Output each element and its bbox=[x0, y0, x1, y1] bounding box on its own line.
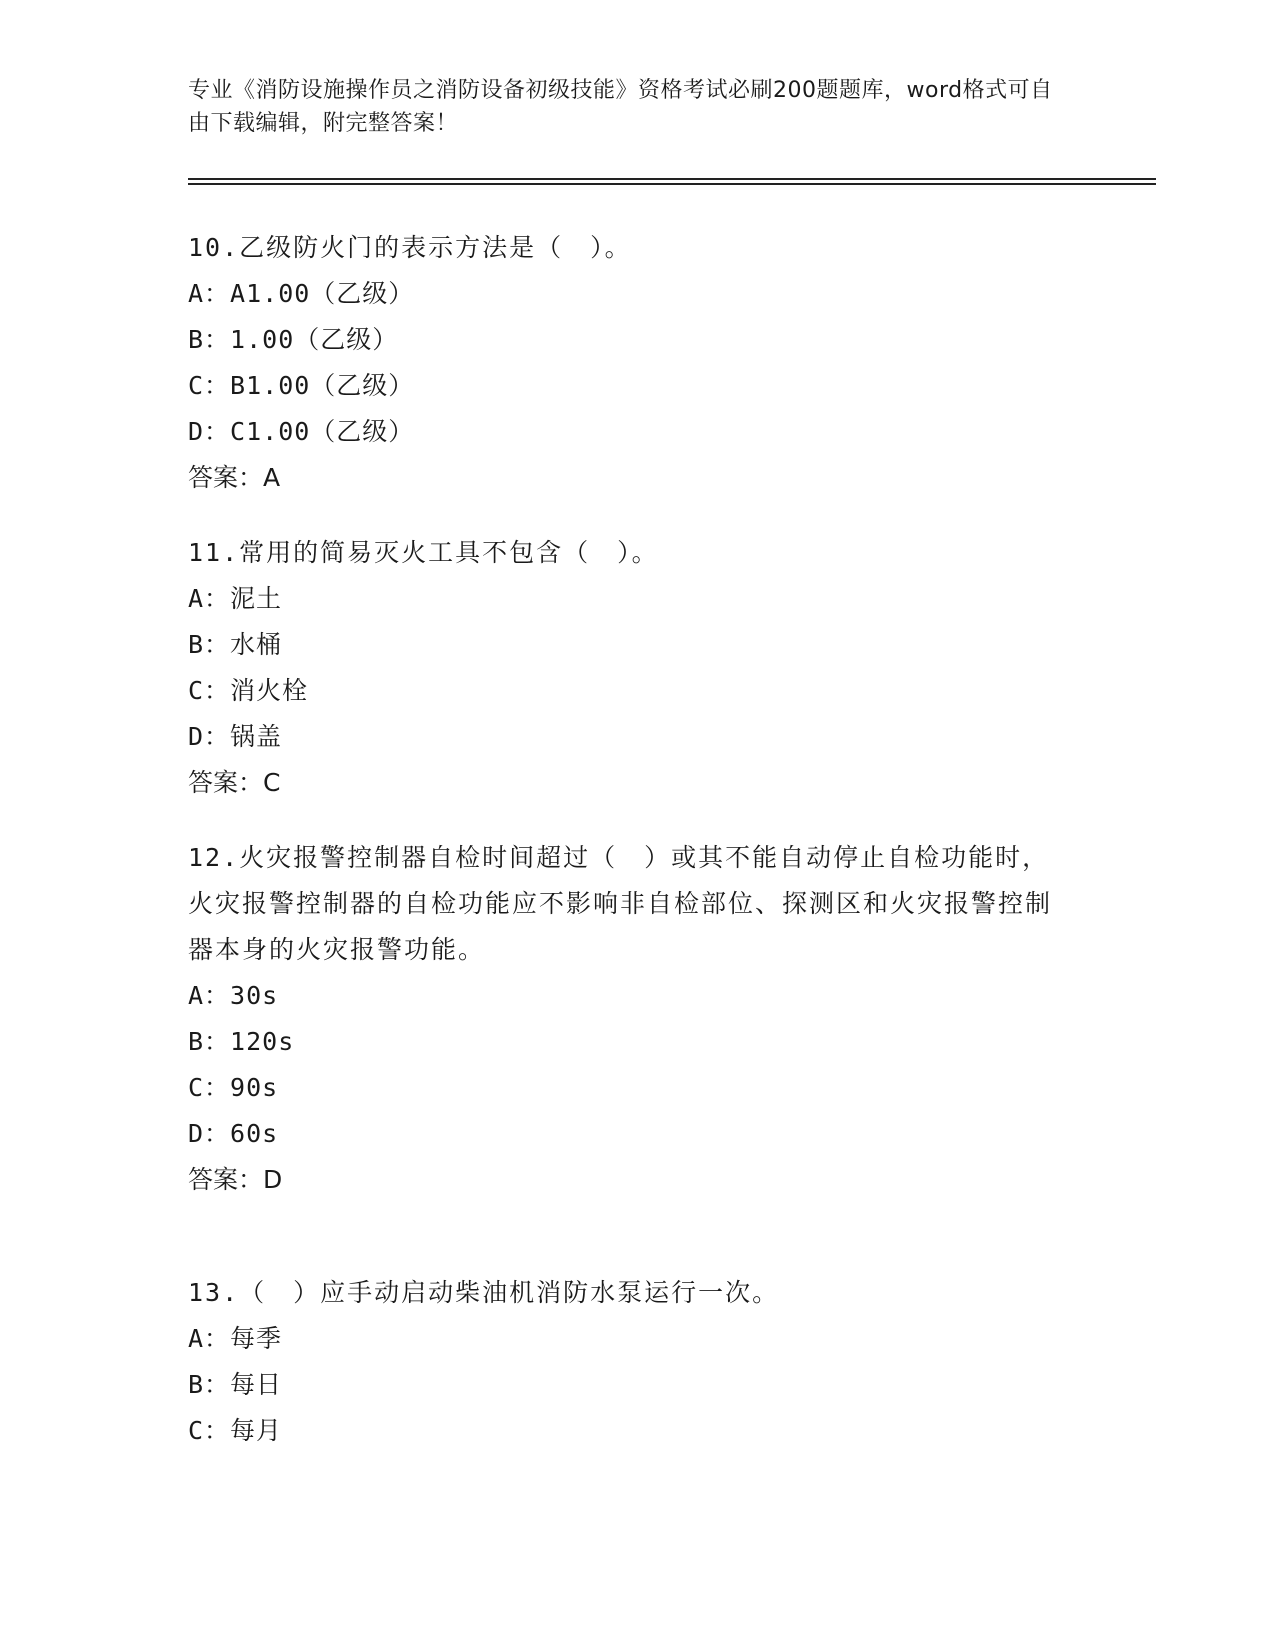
option-b: B：每日 bbox=[188, 1370, 283, 1399]
option-c: C：90s bbox=[188, 1073, 279, 1102]
document-header: 专业《消防设施操作员之消防设备初级技能》资格考试必刷200题题库，word格式可自由下载编辑，附完整答案！ bbox=[188, 78, 1053, 136]
option-a: A：每季 bbox=[188, 1324, 283, 1353]
option-b: B：水桶 bbox=[188, 630, 283, 659]
option-a: A：泥土 bbox=[188, 584, 283, 613]
question-stem: 10.乙级防火门的表示方法是（ ）。 bbox=[188, 233, 632, 262]
question-stem: 12.火灾报警控制器自检时间超过（ ）或其不能自动停止自检功能时，火灾报警控制器的自检功能应不影响非自检部位、探测区和火灾报警控制器本身的火灾报警功能。 bbox=[188, 843, 1053, 964]
question-10 bbox=[188, 225, 1088, 501]
option-d: D：60s bbox=[188, 1119, 279, 1148]
option-b: B：120s bbox=[188, 1027, 295, 1056]
answer-line: 答案：C bbox=[188, 768, 281, 797]
option-b: B：1.00（乙级） bbox=[188, 325, 399, 354]
answer-line: 答案：A bbox=[188, 463, 281, 492]
option-c: C：每月 bbox=[188, 1416, 283, 1445]
question-13 bbox=[188, 1270, 1088, 1454]
option-a: A：30s bbox=[188, 981, 279, 1010]
option-c: C：B1.00（乙级） bbox=[188, 371, 415, 400]
option-c: C：消火栓 bbox=[188, 676, 309, 705]
question-12 bbox=[188, 835, 1068, 1203]
header-divider-top bbox=[188, 178, 1156, 180]
option-d: D：C1.00（乙级） bbox=[188, 417, 415, 446]
option-a: A：A1.00（乙级） bbox=[188, 279, 415, 308]
question-stem: 11.常用的简易灭火工具不包含（ ）。 bbox=[188, 538, 659, 567]
question-stem: 13.（ ）应手动启动柴油机消防水泵运行一次。 bbox=[188, 1278, 780, 1307]
option-d: D：锅盖 bbox=[188, 722, 283, 751]
question-11 bbox=[188, 530, 1088, 806]
header-divider-bottom bbox=[188, 183, 1156, 185]
answer-line: 答案：D bbox=[188, 1165, 283, 1194]
